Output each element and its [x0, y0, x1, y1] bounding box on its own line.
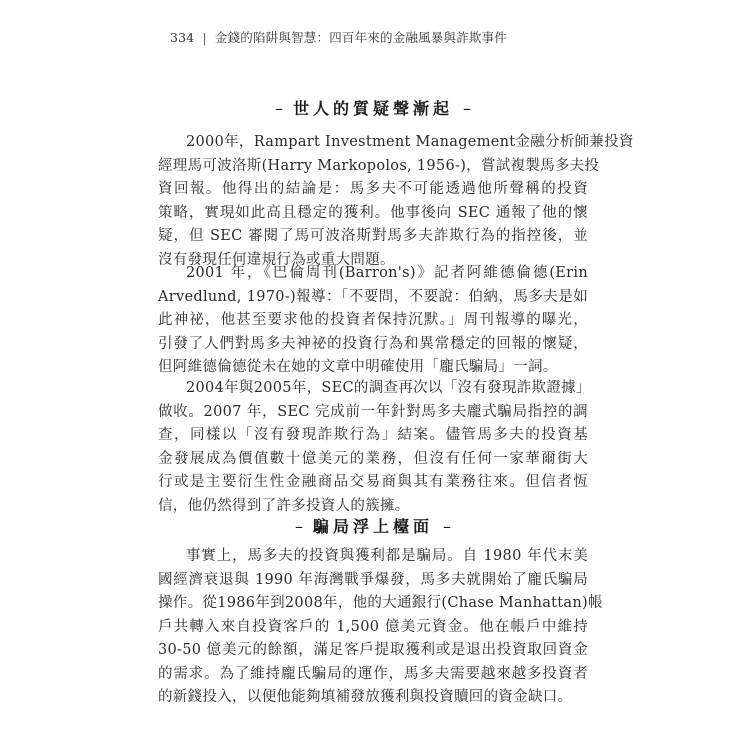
text-line: 操作。從1986年到2008年，他的大通銀行(Chase Manhattan)帳 — [158, 595, 603, 611]
section-title — [158, 96, 588, 119]
paragraph — [158, 131, 634, 272]
text-line: 疑，但 SEC 審閱了馬可波洛斯對馬多夫詐欺行為的指控後，並 — [158, 228, 588, 244]
section-title-text: 世人的質疑聲漸起 — [292, 99, 453, 118]
text-line: 沒有發現任何違規行為或重大問題。 — [158, 251, 395, 268]
text-line: 的新錢投入，以便他能夠填補發放獲利與投資贖回的資金缺口。 — [158, 689, 573, 705]
text-line: 金發展成為價值數十億美元的業務，但沒有任何一家華爾街大 — [158, 450, 588, 467]
text-line: 策略，實現如此高且穩定的獲利。他事後向 SEC 通報了他的懷 — [158, 204, 588, 221]
text-line: Arvedlund, 1970-)報導：「不要問，不要說：伯納，馬多夫是如 — [158, 288, 588, 305]
page-number: 334 — [170, 30, 195, 45]
header-separator: | — [202, 30, 207, 45]
text-line: 的需求。為了維持龐氏騙局的運作，馬多夫需要越來越多投資者 — [158, 665, 588, 682]
text-line: 國經濟衰退與 1990 年海灣戰爭爆發，馬多夫就開始了龐氏騙局 — [158, 571, 588, 588]
text-line: 2001 年，《巴倫周刊(Barron's)》記者阿維德倫德(Erin — [186, 265, 588, 281]
text-line: 行或是主要衍生性金融商品交易商與其有業務往來。但信者恆 — [158, 474, 588, 490]
paragraph — [158, 377, 591, 518]
text-line: 查，同樣以「沒有發現詐欺行為」結案。儘管馬多夫的投資基 — [158, 427, 588, 443]
text-line: 事實上，馬多夫的投資與獲利都是騙局。自 1980 年代末美 — [186, 548, 588, 564]
running-header — [170, 30, 507, 46]
text-line: 2004年與2005年，SEC的調查再次以「沒有發現詐欺證據」 — [186, 380, 591, 396]
text-line: 資回報。他得出的結論是：馬多夫不可能透過他所聲稱的投資 — [158, 181, 588, 197]
text-line: 此神祕，他甚至要求他的投資者保持沉默。」周刊報導的曝光， — [158, 312, 588, 328]
paragraph — [158, 545, 603, 710]
paragraph — [158, 262, 588, 380]
title-dash-right: – — [463, 99, 471, 118]
text-line: 2000年，Rampart Investment Management金融分析師兼投資 — [186, 134, 634, 150]
text-line: 經理馬可波洛斯(Harry Markopolos, 1956-)，嘗試複製馬多夫投 — [158, 157, 600, 174]
text-line: 戶共轉入來自投資客戶的 1,500 億美元資金。他在帳戶中維持 — [158, 618, 588, 635]
text-line: 但阿維德倫德從未在她的文章中明確使用「龐氏騙局」一詞。 — [158, 359, 558, 375]
title-dash-right: – — [443, 517, 451, 536]
title-dash-left: – — [274, 99, 283, 118]
text-line: 信，他仍然得到了許多投資人的簇擁。 — [158, 497, 410, 514]
section-title — [158, 514, 588, 537]
text-line: 引發了人們對馬多夫神祕的投資行為和異常穩定的回報的懷疑， — [158, 335, 588, 352]
section-title-text: 騙局浮上檯面 — [312, 517, 433, 536]
book-title: 金錢的陷阱與智慧：四百年來的金融風暴與詐欺事件 — [214, 30, 507, 45]
text-line: 做收。2007 年，SEC 完成前一年針對馬多夫龐式騙局指控的調 — [158, 403, 588, 420]
text-line: 30-50 億美元的餘額，滿足客戶提取獲利或是退出投資取回資金 — [158, 642, 588, 658]
title-dash-left: – — [294, 517, 303, 536]
